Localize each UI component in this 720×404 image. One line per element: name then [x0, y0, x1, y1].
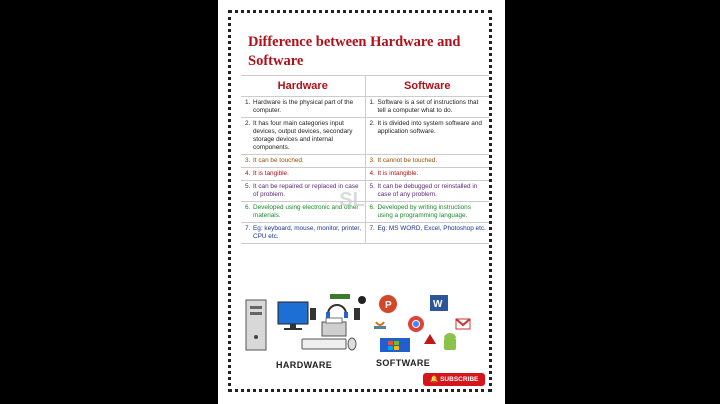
cell-text: It can be touched. [253, 157, 304, 164]
row-number: 1. [369, 99, 375, 106]
row-number: 3. [245, 157, 251, 164]
svg-text:P: P [385, 300, 392, 311]
headphones-icon [326, 305, 348, 318]
table-header [241, 75, 489, 97]
software-cell [366, 181, 490, 201]
row-number: 7. [369, 225, 375, 232]
software-header: Software [404, 80, 451, 92]
cpu-tower-icon [246, 300, 266, 350]
powerpoint-icon [379, 295, 397, 313]
chrome-icon [408, 316, 424, 332]
row-number: 5. [369, 183, 375, 190]
bell-icon: 🔔 [430, 376, 439, 383]
hardware-cell [241, 223, 366, 243]
cell-text: Eg: keyboard, mouse, monitor, printer, CPU etc. [253, 225, 361, 240]
cell-text: It cannot be touched. [377, 157, 438, 164]
cell-text: It can be debugged or reinstalled in case of any problem. [377, 183, 478, 198]
mouse-icon [348, 338, 356, 350]
row-number: 6. [369, 204, 375, 211]
table-row [241, 155, 489, 168]
software-cell [366, 223, 490, 243]
row-number: 6. [245, 204, 251, 211]
software-illustration [368, 292, 488, 358]
hardware-header: Hardware [241, 76, 366, 96]
android-icon [444, 333, 456, 350]
page [218, 0, 505, 404]
cell-text: It is divided into system software and application software. [377, 120, 482, 135]
hardware-cell [241, 155, 366, 167]
software-cell [366, 118, 490, 154]
row-number: 2. [369, 120, 375, 127]
row-number: 5. [245, 183, 251, 190]
cell-text: Developed by writing instructions using a programming language. [377, 204, 471, 219]
software-cell [366, 97, 490, 117]
table-row [241, 118, 489, 155]
cell-text: Developed using electronic and other materials. [253, 204, 359, 219]
software-cell [366, 202, 490, 222]
cell-text: It has four main categories input devices, output devices, secondary storage devices and internal components. [253, 120, 353, 151]
row-number: 2. [245, 120, 251, 127]
row-number: 7. [245, 225, 251, 232]
watermark-logo: SL [339, 189, 365, 211]
windows-icon [380, 338, 410, 352]
hardware-cell [241, 97, 366, 117]
subscribe-label: SUBSCRIBE [440, 376, 479, 383]
page-title: Difference between Hardware and Software [248, 34, 461, 69]
mcafee-icon [424, 334, 436, 344]
table-row [241, 97, 489, 118]
row-number: 1. [245, 99, 251, 106]
cell-text: It is intangible. [377, 170, 419, 177]
table-row [241, 168, 489, 181]
webcam-icon [358, 296, 366, 304]
printer-icon [322, 318, 346, 336]
row-number: 4. [369, 170, 375, 177]
comparison-table [241, 75, 489, 244]
monitor-icon [278, 302, 308, 330]
hardware-illustration [244, 292, 374, 358]
keyboard-icon [302, 339, 346, 349]
word-icon [430, 295, 448, 311]
software-cell [366, 155, 490, 167]
hardware-cell [241, 168, 366, 180]
subscribe-button[interactable] [423, 373, 485, 386]
cell-text: It can be repaired or replaced in case of problem. [253, 183, 359, 198]
svg-text:W: W [433, 299, 443, 310]
table-row [241, 223, 489, 244]
cell-text: Software is a set of instructions that tell a computer what to do. [377, 99, 479, 114]
cell-text: Eg: MS WORD, Excel, Photoshop etc. [377, 225, 486, 232]
hardware-cell [241, 118, 366, 154]
gmail-icon [456, 319, 470, 329]
row-number: 4. [245, 170, 251, 177]
row-number: 3. [369, 157, 375, 164]
cell-text: Hardware is the physical part of the computer. [253, 99, 354, 114]
cell-text: It is tangible. [253, 170, 289, 177]
software-label: SOFTWARE [376, 358, 431, 368]
java-icon [374, 322, 386, 329]
hardware-label: HARDWARE [276, 360, 333, 370]
software-cell [366, 168, 490, 180]
